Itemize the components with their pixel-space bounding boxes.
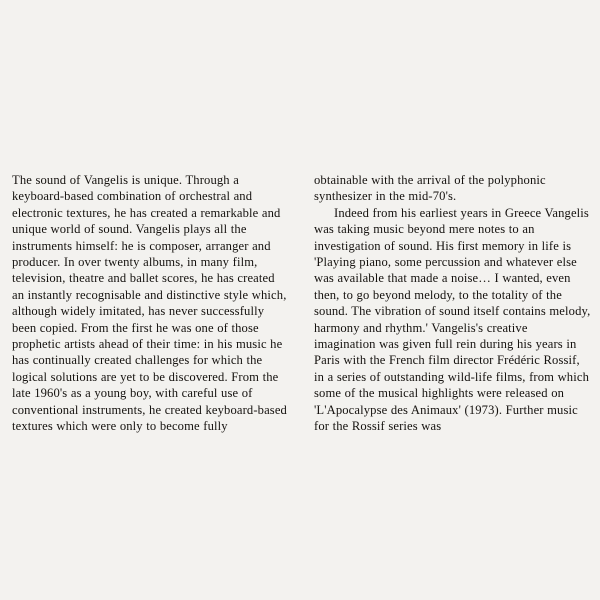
paragraph: Indeed from his earliest years in Greece Vangelis was taking music beyond mere notes to an investigation of sound. His first memory in life is 'Playing piano, some percussion and whatever else was available that made a noise… I wanted, even then, to go beyond melody, to the totality of the sound. The vibration of sound itself contains melody, harmony and rhythm.' Vangelis's creative imagination was given full rein during his years in Paris with the French film director Frédéric Rossif, in a series of outstanding wild-life films, from which some of the musical highlights were released on 'L'Apocalypse des Animaux' (1973). Further music for the Rossif series was <box>314 205 591 434</box>
right-column <box>314 172 592 435</box>
paragraph: The sound of Vangelis is unique. Through a keyboard-based combination of orchestral and electronic textures, he has created a remarkable and unique world of sound. Vangelis plays all the instruments himself: he is composer, arranger and producer. In over twenty albums, in many film, television, theatre and ballet scores, he has created an instantly recognisable and distinctive style which, although widely imitated, has never successfully been copied. From the first he was one of those prophetic artists ahead of their time: in his music he has continually created challenges for which the logical solutions are yet to be discovered. From the late 1960's as a young boy, with careful use of conventional instruments, he created keyboard-based textures which were only to become fully <box>12 173 287 434</box>
left-column <box>12 172 290 435</box>
text-columns <box>12 172 591 435</box>
paragraph: obtainable with the arrival of the polyphonic synthesizer in the mid-70's. <box>314 173 546 204</box>
